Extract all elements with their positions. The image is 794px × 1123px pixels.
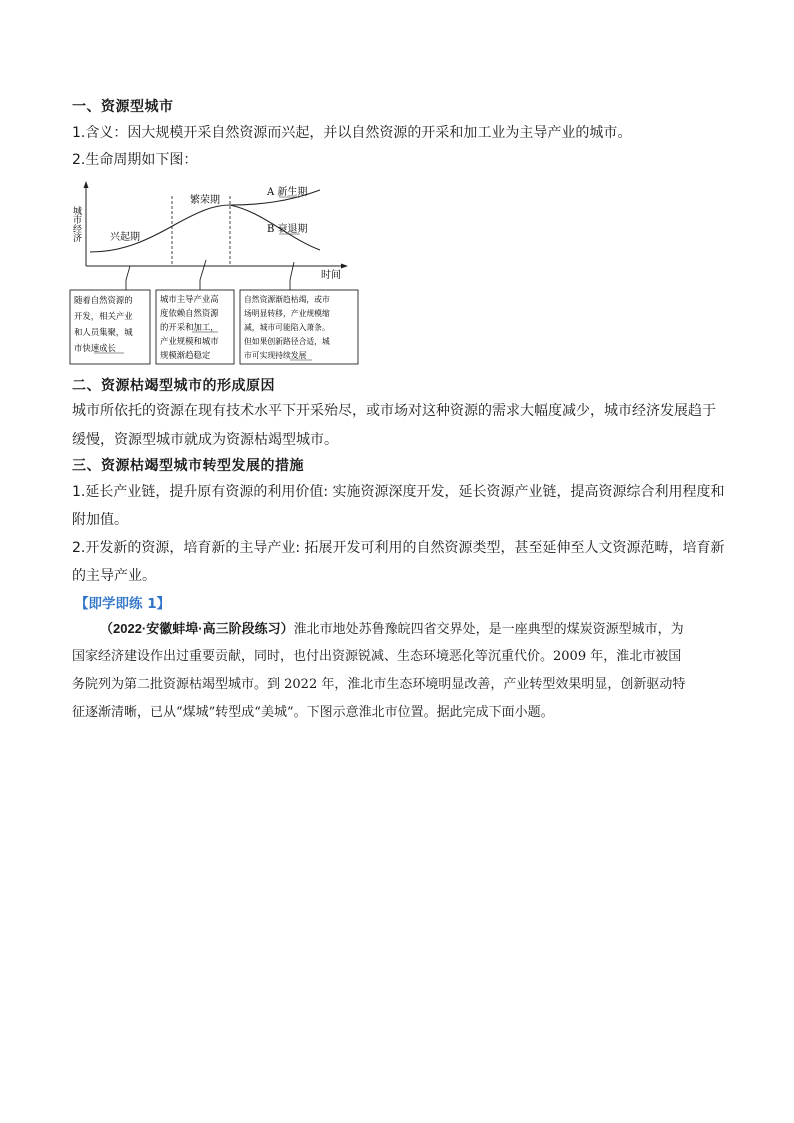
x-axis-label: 时间 (321, 270, 341, 281)
stage-rise-label: 兴起期 (110, 232, 140, 243)
practice-line-2: 国家经济建设作出过重要贡献，同时，也付出资源锐减、生态环境恶化等沉重代价。2009 年，淮北市被国 (72, 649, 682, 664)
callout-2-line-1: 城市主导产业高 (160, 294, 219, 304)
lifecycle-intro: 2.生命周期如下图： (72, 152, 198, 168)
callout-1-line-2: 开发，相关产业 (74, 311, 133, 321)
section2-heading: 二、资源枯竭型城市的形成原因 (72, 378, 275, 394)
stage-prosper-label: 繁荣期 (190, 195, 220, 206)
callout-3-line-3: 减，城市可能陷入萧条。 (244, 323, 330, 332)
measure-2-line-2: 的主导产业。 (72, 568, 156, 584)
callout-2-line-2: 度依赖自然资源 (160, 308, 219, 318)
section2-line-1: 城市所依托的资源在现有技术水平下开采殆尽，或市场对这种资源的需求大幅度减少，城市经济发展趋于 (72, 403, 716, 419)
callout-1-line-4: 市快速成长 (74, 343, 116, 353)
callout-1-line-1: 随着自然资源的 (74, 295, 133, 305)
practice-line-4: 征逐渐清晰，已从“煤城”转型成“美城”。下图示意淮北市位置。据此完成下面小题。 (72, 705, 554, 720)
branch-a-label: A 新生期 (267, 187, 308, 198)
y-axis-arrow (84, 181, 89, 188)
definition-text: 1.含义：因大规模开采自然资源而兴起，并以自然资源的开采和加工业为主导产业的城市。 (72, 125, 632, 141)
callout-2-line-4: 产业规模和城市 (160, 336, 219, 346)
section1-heading: 一、资源型城市 (72, 99, 174, 115)
lifecycle-diagram (68, 178, 368, 370)
practice-source: （2022·安徽蚌埠·高三阶段练习） (100, 621, 294, 636)
practice-line-3: 务院列为第二批资源枯竭型城市。到 2022 年，淮北市生态环境明显改善，产业转型效果明显，创新驱动特 (72, 677, 686, 692)
section3-heading: 三、资源枯竭型城市转型发展的措施 (72, 458, 304, 474)
x-axis-arrow (341, 264, 348, 269)
section2-line-2: 缓慢，资源型城市就成为资源枯竭型城市。 (72, 432, 338, 448)
measure-1-line-2: 附加值。 (72, 512, 128, 528)
callout-2-line-3: 的开采和加工， (160, 322, 219, 332)
y-axis-label: 城市经济 (71, 206, 81, 242)
callout-pointer-1 (126, 266, 130, 290)
measure-2-line-1: 2.开发新的资源，培育新的主导产业: 拓展开发可利用的自然资源类型，甚至延伸至人文资源范畴，培育新 (72, 540, 725, 556)
callout-3-line-5: 市可实现持续发展 (244, 351, 307, 360)
callout-3-line-4: 但如果创新路径合适，城 (244, 337, 330, 346)
practice-line-1 (72, 615, 727, 644)
measure-1-line-1: 1.延长产业链，提升原有资源的利用价值: 实施资源深度开发，延长资源产业链，提高资源综合利用程度和 (72, 484, 725, 500)
callout-1-line-3: 和人员集聚，城 (74, 327, 133, 337)
callout-3-line-2: 场明显转移，产业规模缩 (244, 309, 330, 318)
branch-b-label: B 衰退期 (267, 224, 308, 235)
callout-2-line-5: 规模渐趋稳定 (160, 350, 211, 360)
growth-curve (90, 205, 230, 252)
callout-3-line-1: 自然资源渐趋枯竭，或市 (244, 295, 330, 304)
practice-line-1-text: 淮北市地处苏鲁豫皖四省交界处，是一座典型的煤炭资源型城市，为 (293, 622, 684, 637)
practice-label: 【即学即练 1】 (75, 596, 171, 612)
callout-pointer-2 (200, 260, 206, 290)
